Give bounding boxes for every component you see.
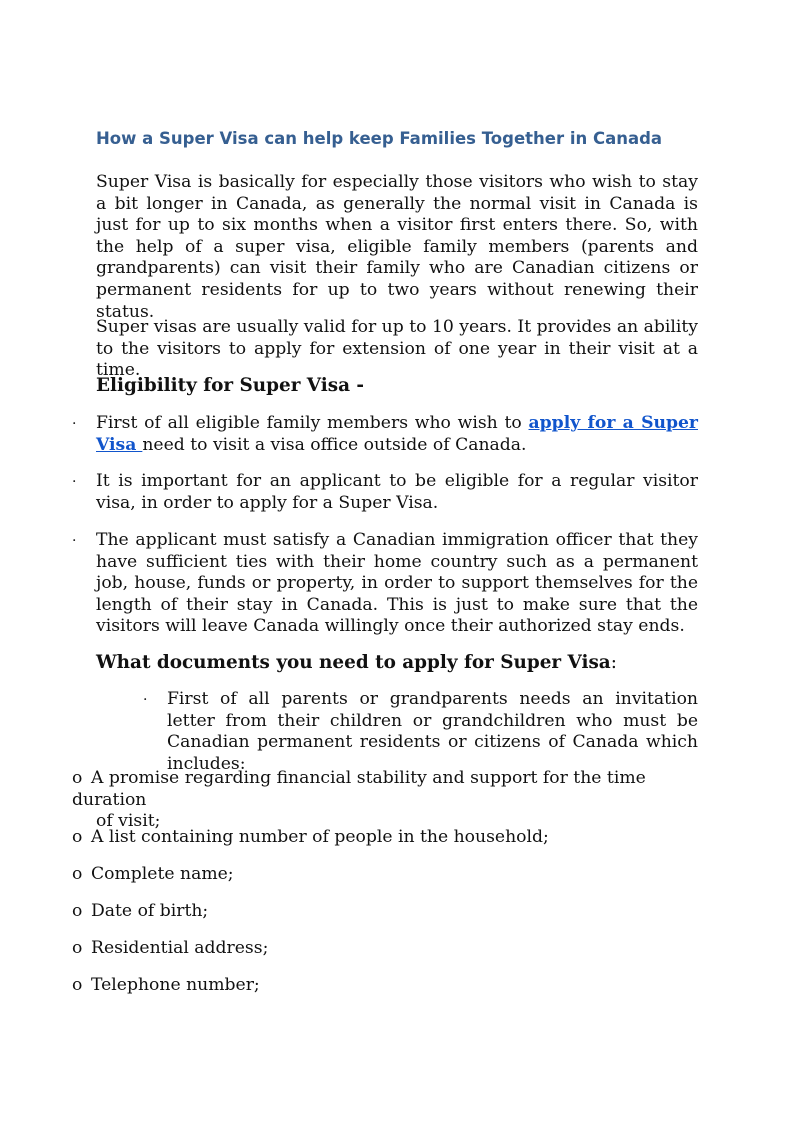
eligibility-item: The applicant must satisfy a Canadian immigration officer that they have sufficient ties with their home country such as a permanent job, house, funds or property, in order to support themselves for the length of their stay in Canada. This is just to make sure that the visitors will leave Canada willingly once their authorized stay ends. [96,530,698,637]
eligibility-heading: Eligibility for Super Visa - [96,375,365,396]
circle-bullet-icon: o [72,768,83,788]
apply-super-visa-link[interactable]: apply for a Super Visa [96,413,698,455]
letter-item-text: Date of birth; [91,901,209,921]
eligibility-item [96,413,698,456]
validity-paragraph: Super visas are usually valid for up to 10 years. It provides an ability to the visitors to apply for extension of one year in their visit at a time. [96,317,698,381]
eligibility-item-text: need to visit a visa office outside of Canada. [142,434,527,455]
letter-item-text: Residential address; [91,938,269,958]
bullet-icon: · [72,533,77,549]
bullet-icon: · [72,416,77,432]
letter-item-text: Complete name; [91,864,234,884]
letter-item-text: Telephone number; [91,975,260,995]
letter-item-text: A promise regarding financial stability and support for the time duration [72,768,646,810]
letter-item-continuation: of visit; [96,811,161,832]
page-title: How a Super Visa can help keep Families Together in Canada [96,129,663,148]
letter-item [72,938,698,960]
documents-heading-colon: : [610,652,617,673]
letter-item-text: A list containing number of people in the household; [91,827,549,847]
bullet-icon: · [72,474,77,490]
letter-item [72,768,698,833]
documents-heading-text: What documents you need to apply for Super Visa [96,652,611,673]
letter-item [72,975,698,997]
letter-item [72,901,698,923]
letter-item [72,864,698,886]
circle-bullet-icon: o [72,901,83,921]
intro-paragraph: Super Visa is basically for especially those visitors who wish to stay a bit longer in Canada, as generally the normal visit in Canada is just for up to six months when a visitor first enters there. So, with the help of a super visa, eligible family members (parents and grandparents) can visit their family who are Canadian citizens or permanent residents for up to two years without renewing their status. [96,172,698,322]
circle-bullet-icon: o [72,864,83,884]
eligibility-item: It is important for an applicant to be eligible for a regular visitor visa, in order to apply for a Super Visa. [96,471,698,513]
circle-bullet-icon: o [72,938,83,958]
circle-bullet-icon: o [72,975,83,995]
documents-heading [96,651,698,675]
letter-item [72,827,698,849]
documents-intro: First of all parents or grandparents needs an invitation letter from their children or grandchildren who must be Canadian permanent residents or citizens of Canada which includes: [167,689,698,774]
circle-bullet-icon: o [72,827,83,847]
eligibility-item-text: First of all eligible family members who wish to [96,413,529,433]
bullet-icon: · [143,692,148,708]
